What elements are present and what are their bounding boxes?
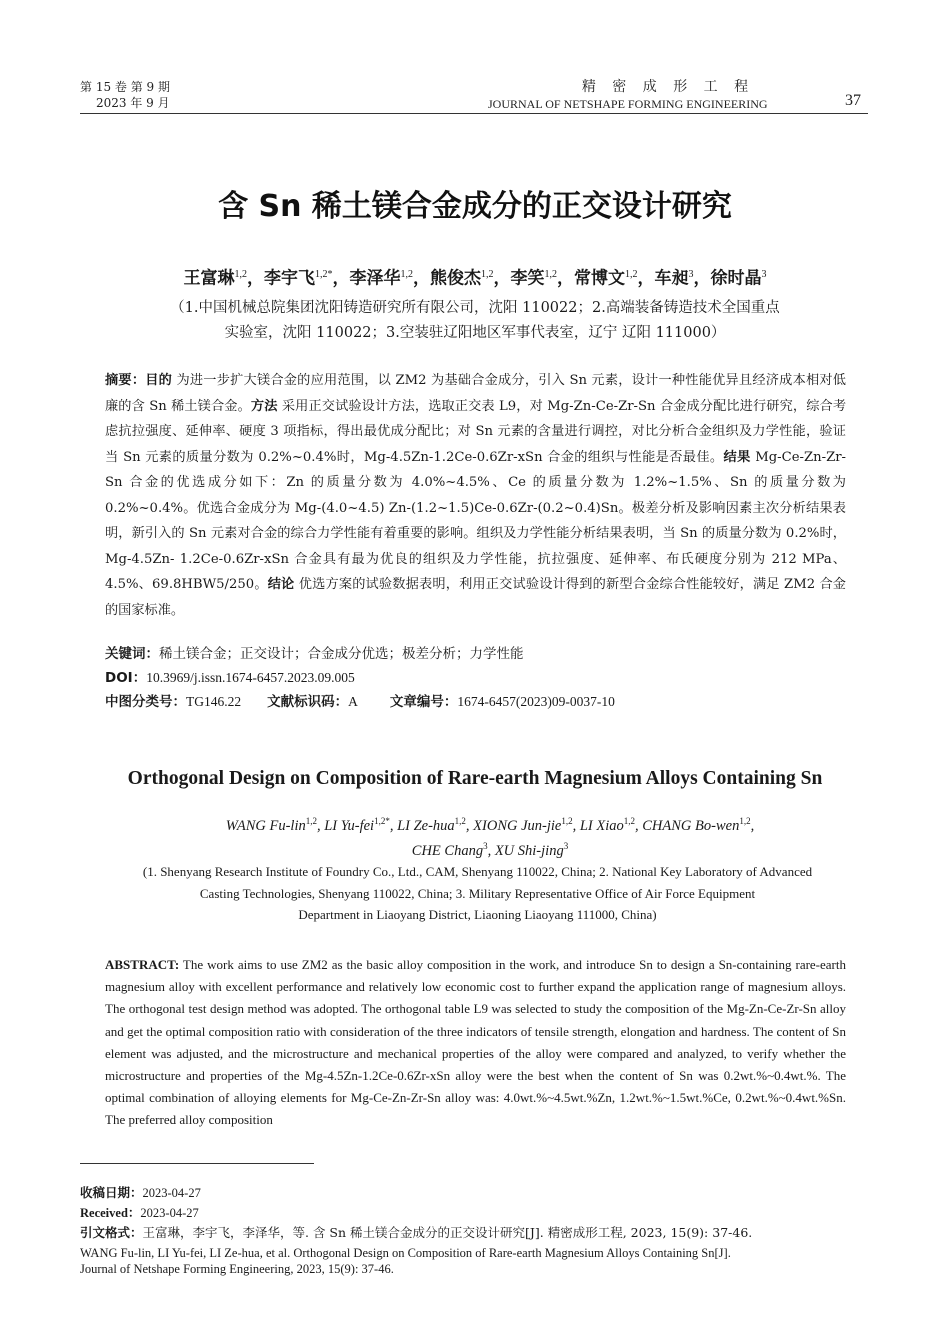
authors-en-line1	[170, 811, 810, 836]
author-en-separator: ,	[750, 817, 755, 834]
footnote-rule	[80, 1163, 314, 1164]
clc-label: 中图分类号：	[105, 694, 186, 710]
author-cn-separator: ，	[332, 268, 350, 289]
citation-cn-text: 王富琳，李宇飞，李泽华，等. 含 Sn 稀土镁合金成分的正交设计研究[J]. 精密成形工程, 2023, 15(9): 37-46.	[142, 1225, 753, 1240]
author-en-separator: ,	[316, 817, 325, 834]
author-cn-name: 常博文	[574, 268, 625, 289]
author-cn-name: 车昶	[654, 268, 689, 289]
affiliation-cn-line2: 实验室，沈阳 110022；3.空装驻辽阳地区军事代表室，辽宁 辽阳 111000）	[224, 325, 726, 341]
author-en-name: XU Shi-jing	[494, 842, 564, 859]
author-en-separator: ,	[465, 817, 474, 834]
author-cn-separator: ，	[247, 268, 264, 289]
clc-value: TG146.22	[186, 694, 242, 709]
header-journal-en: JOURNAL OF NETSHAPE FORMING ENGINEERING	[488, 97, 768, 111]
doi-value: 10.3969/j.issn.1674-6457.2023.09.005	[146, 670, 355, 685]
abstract-cn-result-label: 结果	[723, 449, 751, 465]
header-page-number: 37	[845, 92, 861, 109]
received-cn	[80, 1185, 870, 1202]
author-cn-affiliation-marker: 3	[688, 269, 694, 280]
author-en-affiliation-marker: 1,2	[739, 816, 751, 826]
author-en-separator: ,	[389, 817, 398, 834]
abstract-cn-purpose: 为进一步扩大镁合金的应用范围，以 ZM2 为基础合金成分，引入 Sn 元素，设计一种性能优异且经济成本相对低廉的含 Sn 稀土镁合金。	[105, 373, 846, 414]
author-cn-name: 李泽华	[349, 268, 401, 289]
author-en-affiliation-marker: 1,2	[561, 816, 573, 826]
citation-en-line2: Journal of Netshape Forming Engineering, 2023, 15(9): 37-46.	[80, 1262, 394, 1276]
author-cn-affiliation-marker: 1,2	[234, 269, 247, 280]
header-rule	[80, 113, 868, 114]
author-en-separator: ,	[572, 817, 580, 834]
abstract-en-text: The work aims to use ZM2 as the basic alloy composition in the work, and introduce Sn to design a Sn-containing rare-earth magnesium alloy with excellent performance and relatively low economic cost to further expand the application range of magnesium alloys. The orthogonal test design method was adopted. The orthogonal table L9 was selected to study the composition of the Mg-Zn-Ce-Zr-Sn alloy and get the optimal composition ratio with consideration of the three indicators of tensile strength, elongation and hardness. The content of Sn element was adjusted, and the microstructure and mechanical properties of the alloy were compared and analyzed, to verify whether the microstructure and properties of the Mg-4.5Zn-1.2Ce-0.6Zr-xSn alloy were the best when the content of Sn was 0.2wt.%~0.4wt.%. The optimal combination of alloying elements for Mg-Ce-Zn-Zr-Sn alloy was: 4.0wt.%~4.5wt.%Zn, 1.2wt.%~1.5wt.%Ce, 0.2wt.%~0.4wt.%Sn. The preferred alloy composition	[105, 957, 846, 1128]
author-cn-name: 徐时晶	[710, 268, 762, 289]
author-cn-affiliation-marker: 3	[761, 269, 767, 280]
author-en-separator: ,	[635, 817, 643, 834]
affiliation-en	[105, 861, 850, 926]
header-date: 2023 年 9 月	[96, 96, 170, 110]
affiliation-en-line1: (1. Shenyang Research Institute of Foundry Co., Ltd., CAM, Shenyang 110022, China; 2. National Key Laboratory of Advanced	[142, 864, 813, 879]
received-cn-label: 收稿日期：	[80, 1185, 143, 1200]
received-en	[80, 1205, 870, 1222]
author-en-affiliation-marker: 1,2	[454, 816, 466, 826]
author-en-name: WANG Fu-lin	[225, 817, 306, 834]
author-cn-name: 李宇飞	[264, 268, 315, 289]
article-number-label: 文章编号：	[389, 694, 458, 710]
author-cn-separator: ，	[413, 268, 430, 289]
author-cn-separator: ，	[557, 268, 574, 289]
doc-code-label: 文献标识码：	[267, 694, 349, 710]
author-en-name: XIONG Jun-jie	[473, 817, 562, 834]
affiliation-en-line3: Department in Liaoyang District, Liaoning Liaoyang 111000, China)	[298, 907, 657, 922]
keywords	[105, 643, 524, 665]
author-en-affiliation-marker: 1,2*	[374, 816, 390, 826]
author-cn-affiliation-marker: 1,2	[544, 269, 557, 280]
page-title-cn: 含 Sn 稀土镁合金成分的正交设计研究	[218, 189, 732, 224]
author-en-name: LI Ze-hua	[397, 817, 455, 834]
doc-code-value: A	[348, 694, 358, 709]
keywords-label: 关键词：	[105, 646, 159, 662]
author-cn-name: 熊俊杰	[430, 268, 481, 289]
author-en-separator: ,	[487, 842, 495, 859]
abstract-cn-conclusion: 优选方案的试验数据表明，利用正交试验设计得到的新型合金综合性能较好，满足 ZM2 合金的国家标准。	[105, 577, 846, 618]
author-en-name: LI Xiao	[579, 817, 624, 834]
abstract-cn	[105, 368, 846, 623]
doi-label: DOI：	[105, 670, 147, 686]
author-cn-affiliation-marker: 1,2	[625, 269, 638, 280]
citation-en-line1: WANG Fu-lin, LI Yu-fei, LI Ze-hua, et al. Orthogonal Design on Composition of Rare-earth Magnesium Alloys Containing Sn[J].	[80, 1246, 731, 1260]
received-en-label: Received：	[80, 1206, 141, 1220]
author-en-name: CHANG Bo-wen	[642, 817, 740, 834]
affiliation-en-line2: Casting Technologies, Shenyang 110022, China; 3. Military Representative Office of Air Force Equipment	[199, 885, 756, 901]
keywords-text: 稀土镁合金；正交设计；合金成分优选；极差分析；力学性能	[159, 646, 524, 662]
author-cn-affiliation-marker: 1,2*	[315, 269, 333, 280]
citation-label: 引文格式：	[80, 1225, 143, 1240]
authors-en	[170, 811, 810, 861]
author-en-name: LI Yu-fei	[324, 817, 375, 834]
abstract-cn-result: Mg-Ce-Zn-Zr-Sn 合金的优选成分如下：Zn 的质量分数为 4.0%~4.5%、Ce 的质量分数为 1.2%~1.5%、Sn 的质量分数为 0.2%~0.4%。优选合金成分为 Mg-(4.0~4.5) Zn-(1.2~1.5)Ce-0.6Zr-(0.2~0.4)Sn。极差分析及影响因素主次分析结果表明，新引入的 Sn 元素对合金的综合力学性能有着重要的影响。组织及力学性能分析结果表明，当 Sn 的质量分数为 0.2%时，Mg-4.5Zn- 1.2Ce-0.6Zr-xSn 合金具有最为优良的组织及力学性能，抗拉强度、延伸率、布氏硬度分别为 212 MPa、4.5%、69.8HBW5/250。	[105, 449, 846, 592]
received-en-date: 2023-04-27	[140, 1206, 199, 1220]
author-en-affiliation-marker: 3	[563, 840, 569, 851]
article-number-value: 1674-6457(2023)09-0037-10	[457, 694, 615, 709]
author-cn-name: 李笑	[510, 268, 545, 289]
page-title-en: Orthogonal Design on Composition of Rare-earth Magnesium Alloys Containing Sn	[127, 768, 823, 789]
author-cn-separator: ，	[637, 268, 655, 289]
doi	[105, 667, 355, 689]
affiliation-cn-line1: （1.中国机械总院集团沈阳铸造研究所有限公司，沈阳 110022；2.高端装备铸造技术全国重点	[170, 300, 780, 316]
authors-cn	[0, 262, 950, 292]
header-volume-issue: 第 15 卷 第 9 期	[80, 80, 170, 94]
citation-cn	[80, 1225, 870, 1242]
author-cn-separator: ，	[493, 268, 511, 289]
author-cn-name: 王富琳	[183, 268, 235, 289]
abstract-en-label: ABSTRACT:	[105, 957, 180, 972]
author-cn-affiliation-marker: 1,2	[400, 269, 413, 280]
abstract-cn-method: 采用正交试验设计方法，选取正交表 L9，对 Mg-Zn-Ce-Zr-Sn 合金成分配比进行研究，综合考虑抗拉强度、延伸率、硬度 3 项指标，得出最优成分配比；对 Sn 元素的含量进行调控，对比分析合金组织及力学性能，验证当 Sn 元素的质量分数为 0.2%~0.4%时，Mg-4.5Zn-1.2Ce-0.6Zr-xSn 合金的组织与性能是否最佳。	[105, 398, 847, 465]
abstract-cn-method-label: 方法	[250, 398, 278, 414]
abstract-cn-conclusion-label: 结论	[267, 577, 295, 592]
author-cn-affiliation-marker: 1,2	[481, 269, 494, 280]
authors-en-line2	[170, 836, 810, 861]
abstract-en	[105, 954, 846, 1132]
author-en-affiliation-marker: 3	[483, 840, 488, 851]
author-cn-separator: ，	[693, 268, 711, 289]
header-journal-cn: 精 密 成 形 工 程	[581, 79, 755, 95]
author-en-affiliation-marker: 1,2	[623, 816, 636, 826]
received-cn-date: 2023-04-27	[142, 1186, 201, 1200]
classification	[105, 691, 615, 713]
abstract-cn-label: 摘要：	[105, 373, 146, 388]
abstract-cn-purpose-label: 目的	[145, 373, 173, 388]
author-en-name: CHE Chang	[411, 842, 484, 859]
author-en-affiliation-marker: 1,2	[305, 816, 317, 826]
